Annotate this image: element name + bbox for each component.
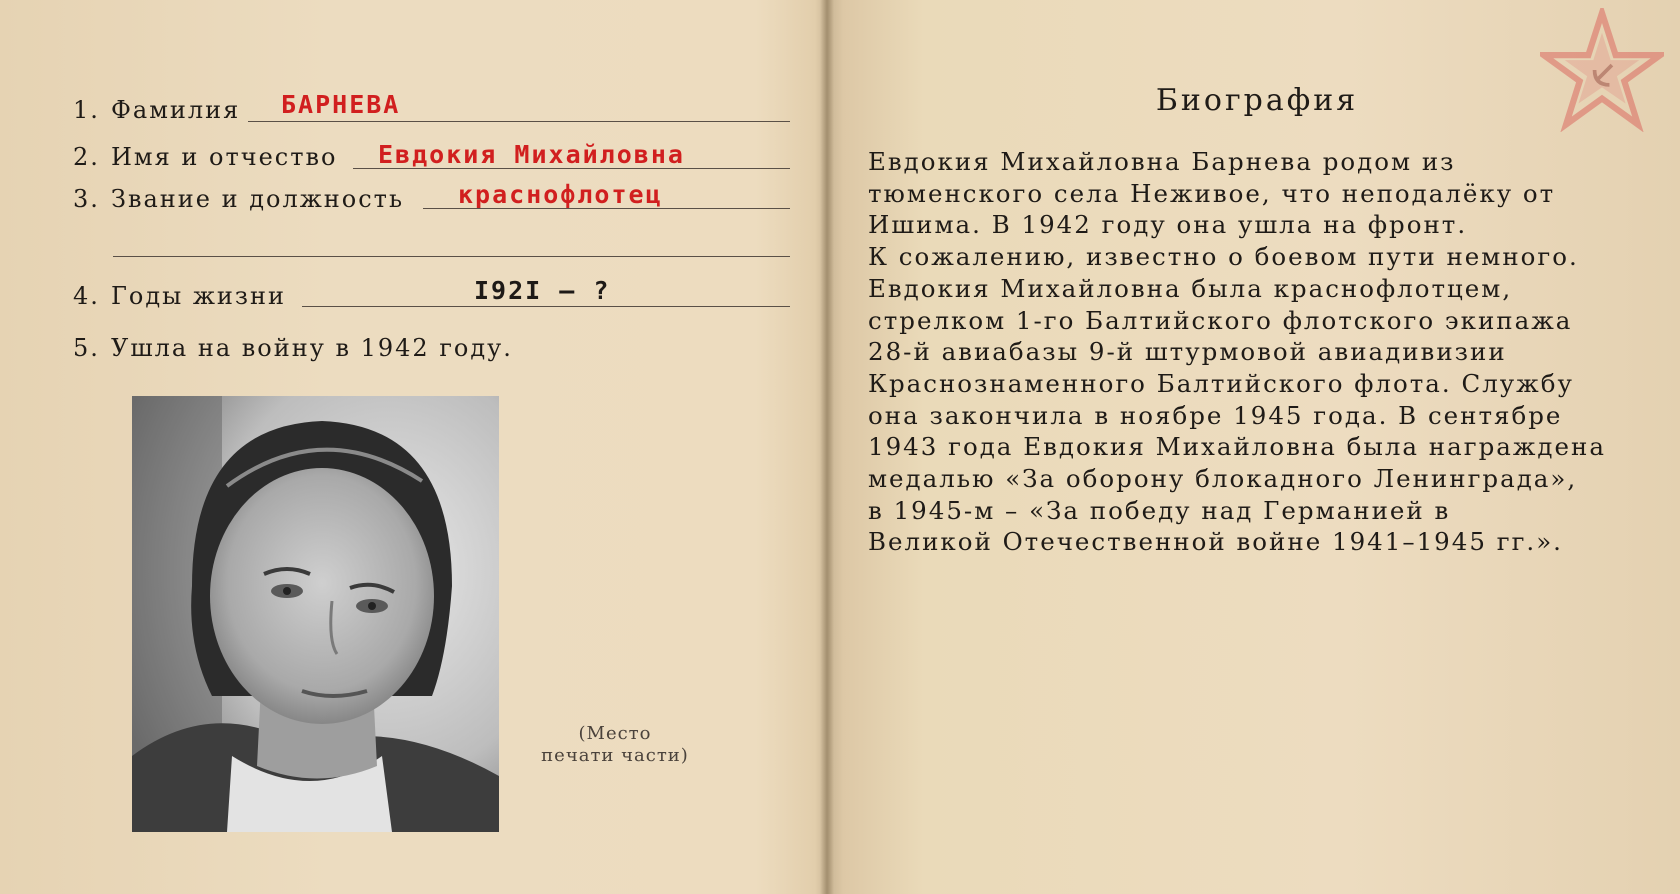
field-number: 4. (73, 282, 100, 310)
biography-line: она закончила в ноябре 1945 года. В сентябре (868, 400, 1563, 430)
field-name (73, 143, 337, 171)
biography-line: Евдокия Михайловна Барнева родом из (868, 147, 1456, 176)
right-page (834, 0, 1680, 894)
biography-line: К сожалению, известно о боевом пути немного. (868, 242, 1579, 272)
field-label-years: Годы жизни (111, 282, 287, 310)
biography-line: Великой Отечественной войне 1941–1945 гг.». (868, 527, 1563, 557)
field-label-surname: Фамилия (111, 96, 241, 124)
field-label-rank: Звание и должность (111, 185, 405, 213)
portrait-photo (132, 396, 499, 832)
field-label-name: Имя и отчество (111, 143, 338, 171)
value-years: I92I — ? (474, 276, 611, 305)
red-star-hammer-sickle-icon (1540, 8, 1664, 132)
biography-line: медалью «За оборону блокадного Ленинграда», (868, 464, 1578, 494)
biography-line: Краснознаменного Балтийского флота. Службу (868, 368, 1574, 398)
field-years (73, 282, 286, 310)
biography-line: стрелком 1-го Балтийского флотского экипажа (868, 305, 1573, 335)
biography-line: тюменского села Неживое, что неподалёку от (868, 178, 1556, 208)
value-surname: БАРНЕВА (281, 90, 401, 119)
biography-line: 1943 года Евдокия Михайловна была награждена (868, 432, 1606, 462)
underline-extra (113, 256, 790, 257)
underline-years (302, 306, 790, 307)
stamp-place-caption (520, 723, 710, 767)
stamp-caption-line2: печати части) (541, 745, 689, 766)
underline-surname (248, 121, 790, 122)
field-number: 2. (73, 143, 100, 171)
biography-line: Ишима. В 1942 году она ушла на фронт. (868, 210, 1468, 240)
biography-line: 28-й авиабазы 9-й штурмовой авиадивизии (868, 337, 1507, 367)
biography-title: Биография (1155, 83, 1359, 118)
value-name: Евдокия Михайловна (378, 140, 685, 169)
field-war (73, 334, 513, 362)
biography-text (868, 146, 1658, 558)
biography-line: Евдокия Михайловна была краснофлотцем, (868, 273, 1513, 303)
left-page (0, 0, 826, 894)
stamp-caption-line1: (Место (578, 723, 652, 744)
field-label-war: Ушла на войну в 1942 году. (111, 334, 513, 362)
field-number: 1. (73, 96, 100, 124)
value-rank: краснофлотец (458, 180, 663, 209)
biography-line: в 1945-м – «За победу над Германией в (868, 495, 1451, 525)
field-number: 3. (73, 185, 100, 213)
field-rank (73, 185, 404, 213)
field-surname (73, 96, 240, 124)
field-number: 5. (73, 334, 100, 362)
portrait-image (132, 396, 499, 832)
